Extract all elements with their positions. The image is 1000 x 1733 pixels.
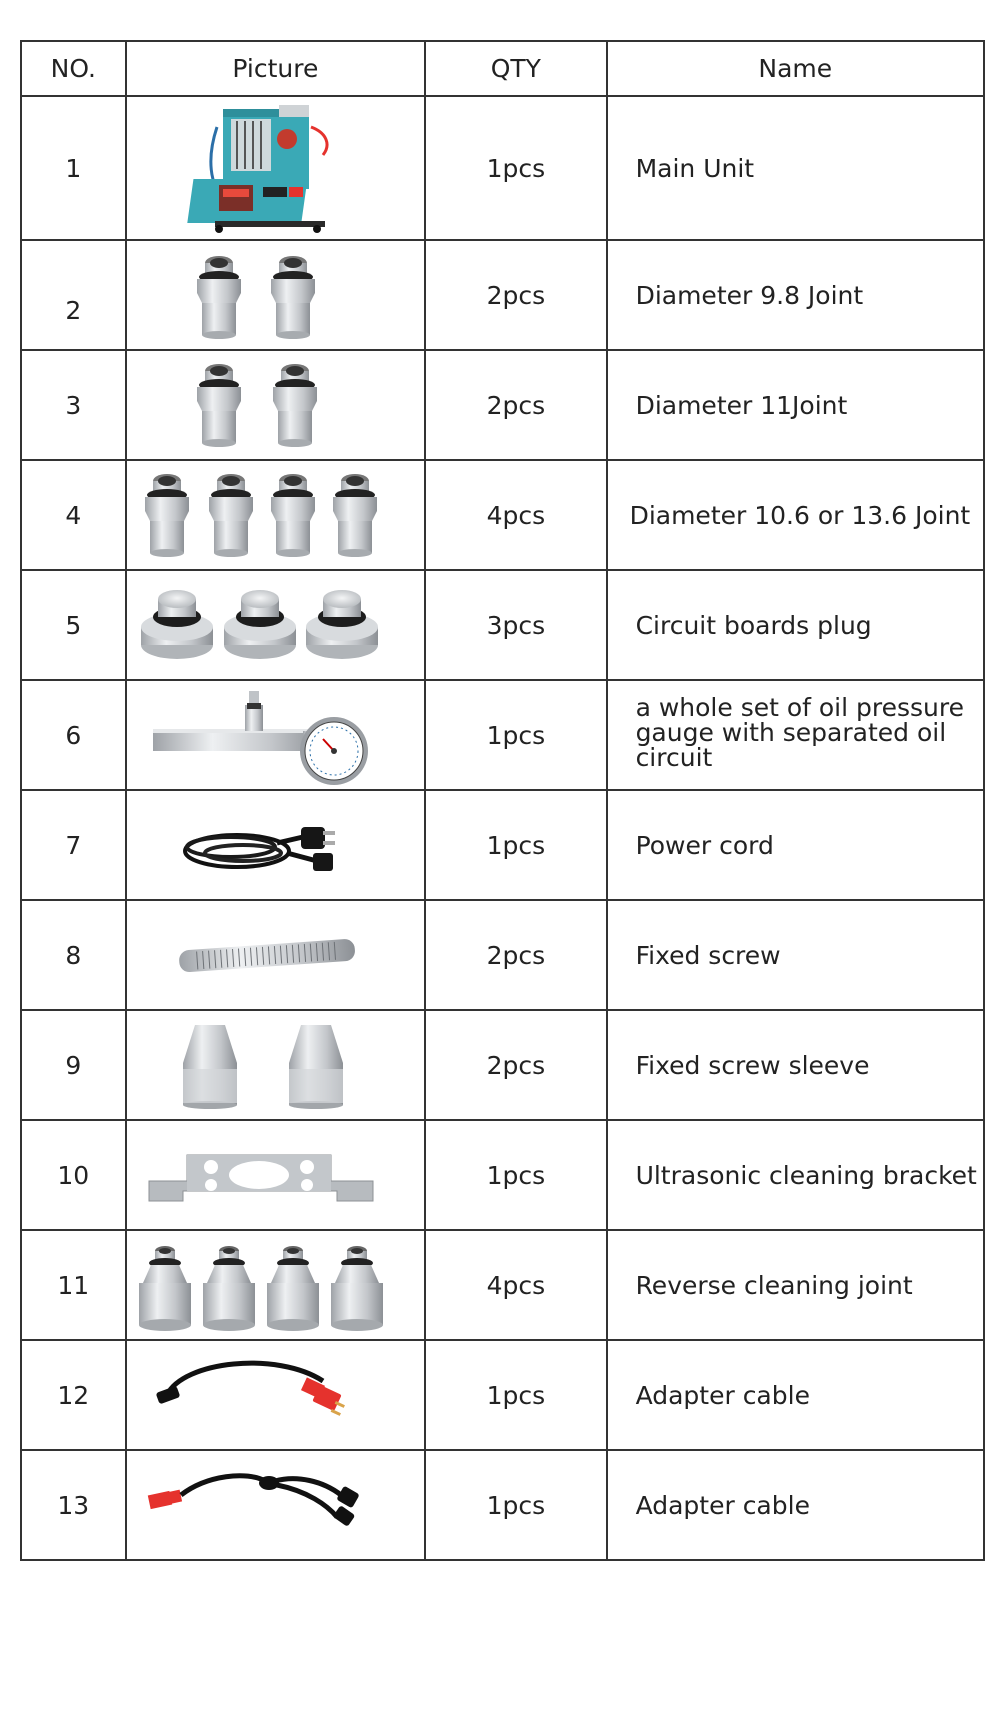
- row-qty: 1pcs: [425, 1120, 606, 1230]
- joint-quad-picture: [126, 460, 425, 570]
- row-qty: 2pcs: [425, 240, 606, 350]
- reverse-joint-picture: [126, 1230, 425, 1340]
- table-row: [21, 1340, 984, 1450]
- header-no: NO.: [21, 41, 126, 96]
- table-row: [21, 1230, 984, 1340]
- row-qty: 1pcs: [425, 680, 606, 790]
- row-name: Fixed screw: [607, 900, 984, 1010]
- row-number: 10: [21, 1120, 126, 1230]
- table-row: [21, 240, 984, 350]
- table-row: [21, 790, 984, 900]
- joint-pair-picture: [126, 350, 425, 460]
- row-number: 13: [21, 1450, 126, 1560]
- row-name: Diameter 10.6 or 13.6 Joint: [607, 460, 984, 570]
- adapter-cable-picture: [126, 1340, 425, 1450]
- row-number: 12: [21, 1340, 126, 1450]
- row-name: Power cord: [607, 790, 984, 900]
- header-qty: QTY: [425, 41, 606, 96]
- sleeve-pair-picture: [126, 1010, 425, 1120]
- row-name: Fixed screw sleeve: [607, 1010, 984, 1120]
- row-name: Circuit boards plug: [607, 570, 984, 680]
- table-row: [21, 1120, 984, 1230]
- row-qty: 1pcs: [425, 1450, 606, 1560]
- main-unit-picture: [126, 96, 425, 240]
- power-cord-picture: [126, 790, 425, 900]
- row-name: Diameter 11Joint: [607, 350, 984, 460]
- row-number: 4: [21, 460, 126, 570]
- header-name: Name: [607, 41, 984, 96]
- row-qty: 3pcs: [425, 570, 606, 680]
- screw-picture: [126, 900, 425, 1010]
- row-number: 9: [21, 1010, 126, 1120]
- row-name: Adapter cable: [607, 1340, 984, 1450]
- header-picture: Picture: [126, 41, 425, 96]
- row-name: Ultrasonic cleaning bracket: [607, 1120, 984, 1230]
- row-qty: 1pcs: [425, 1340, 606, 1450]
- row-qty: 4pcs: [425, 460, 606, 570]
- table-row: [21, 900, 984, 1010]
- row-qty: 2pcs: [425, 350, 606, 460]
- row-qty: 2pcs: [425, 1010, 606, 1120]
- row-qty: 2pcs: [425, 900, 606, 1010]
- row-number: 1: [21, 96, 126, 240]
- packing-list-table: [20, 40, 985, 1561]
- table-row: [21, 1450, 984, 1560]
- row-qty: 4pcs: [425, 1230, 606, 1340]
- row-number: 2: [21, 240, 126, 350]
- row-number: 11: [21, 1230, 126, 1340]
- table-row: [21, 350, 984, 460]
- row-name: Main Unit: [607, 96, 984, 240]
- y-cable-picture: [126, 1450, 425, 1560]
- plug-triple-picture: [126, 570, 425, 680]
- row-name: Reverse cleaning joint: [607, 1230, 984, 1340]
- row-qty: 1pcs: [425, 96, 606, 240]
- table-row: [21, 1010, 984, 1120]
- row-number: 7: [21, 790, 126, 900]
- row-qty: 1pcs: [425, 790, 606, 900]
- pressure-gauge-picture: [126, 680, 425, 790]
- row-name: Adapter cable: [607, 1450, 984, 1560]
- joint-pair-picture: [126, 240, 425, 350]
- table-row: [21, 96, 984, 240]
- row-number: 6: [21, 680, 126, 790]
- row-name: a whole set of oil pressure gauge with separated oil circuit: [607, 680, 984, 790]
- table-row: [21, 570, 984, 680]
- header-row: [21, 41, 984, 96]
- row-number: 3: [21, 350, 126, 460]
- bracket-picture: [126, 1120, 425, 1230]
- table-row: [21, 460, 984, 570]
- row-number: 8: [21, 900, 126, 1010]
- row-number: 5: [21, 570, 126, 680]
- row-name: Diameter 9.8 Joint: [607, 240, 984, 350]
- table-row: [21, 680, 984, 790]
